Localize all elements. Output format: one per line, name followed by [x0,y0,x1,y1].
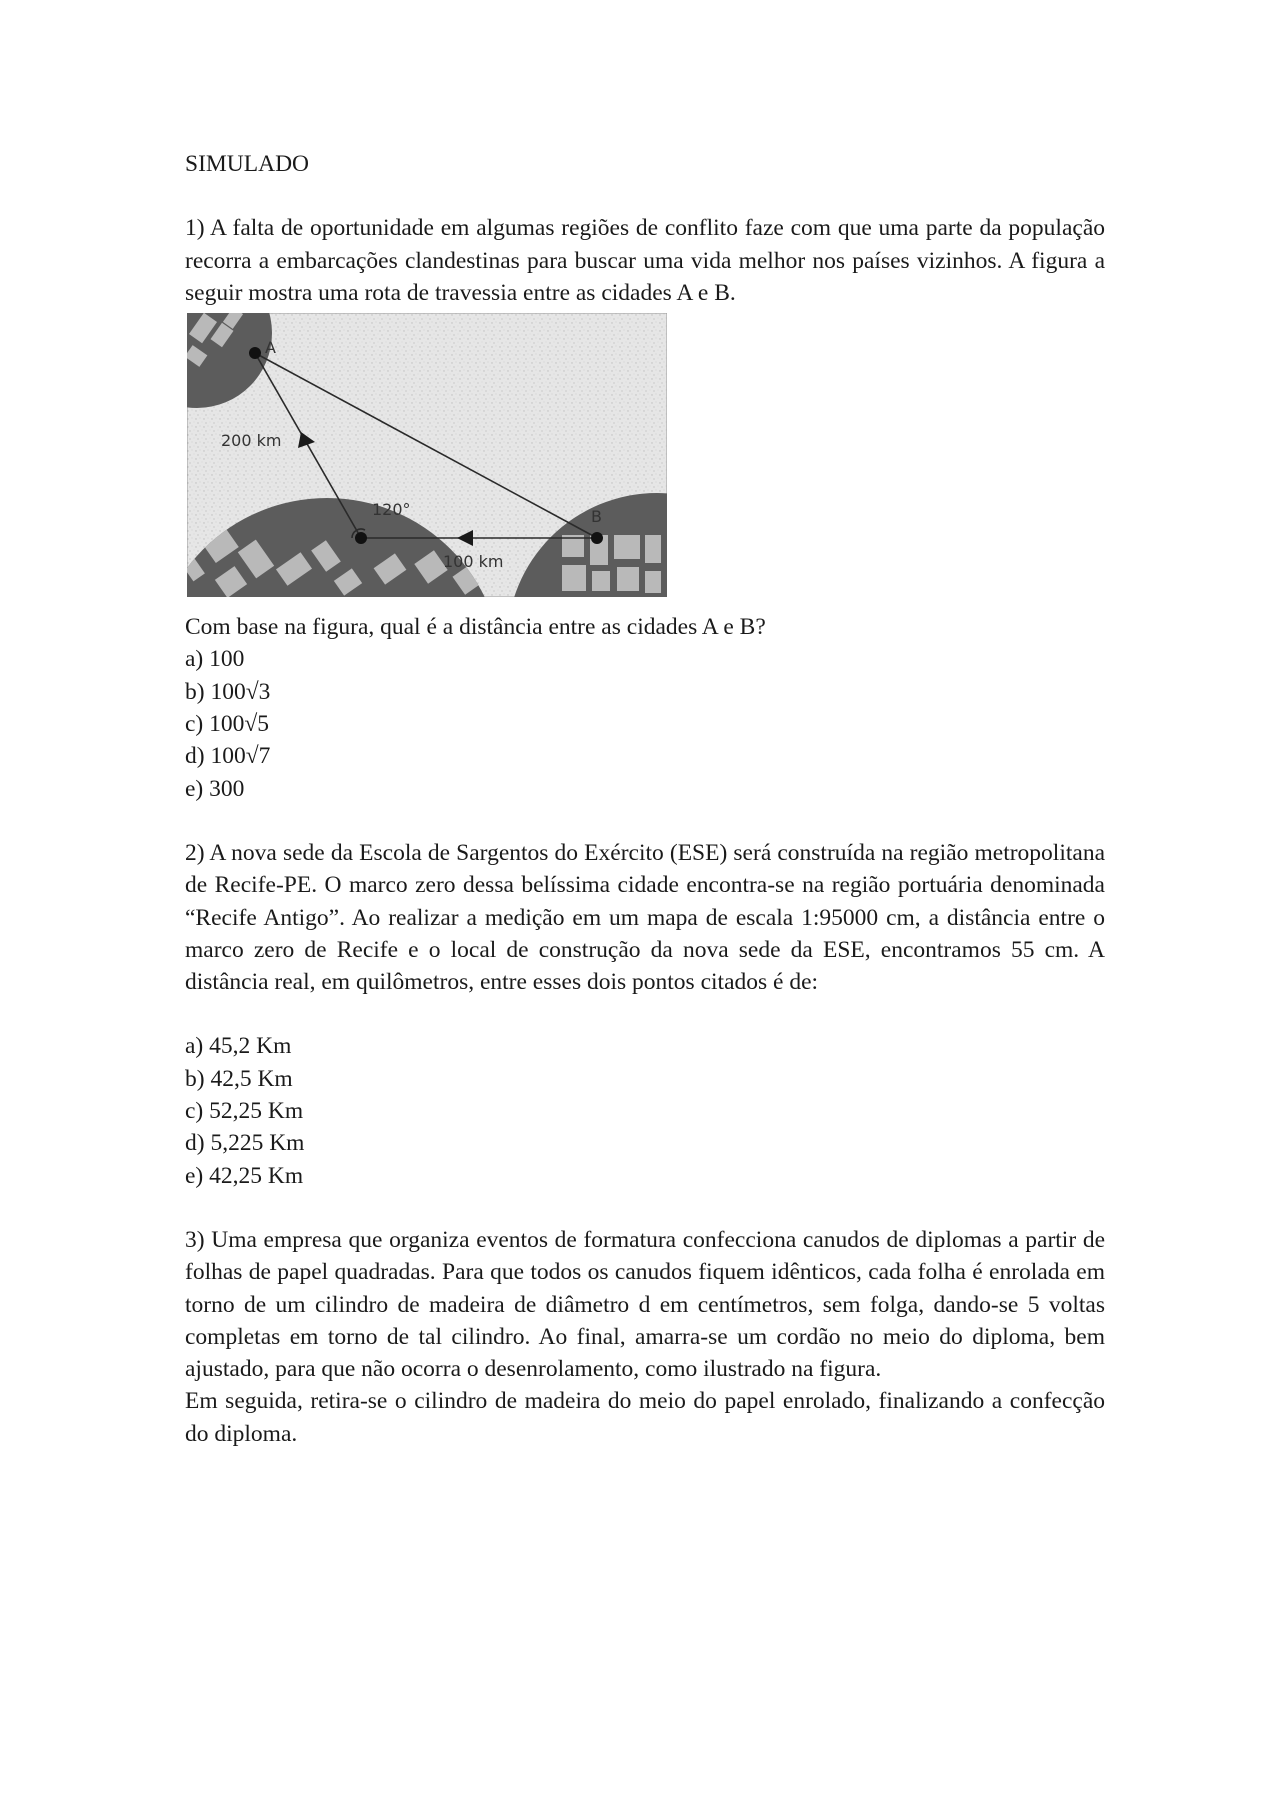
q2-options [185,1030,1105,1191]
point-c [355,532,367,544]
q1-option-a: a) 100 [185,646,245,673]
q1-option-c: c) 100√5 [185,711,270,738]
label-200-km: 200 km [221,431,282,451]
q1-option-e: e) 300 [185,775,245,802]
q1-options [185,643,1105,804]
q2-option-e: e) 42,25 Km [185,1162,304,1189]
q3-statement-continued: Em seguida, retira-se o cilindro de madeira do meio do papel enrolado, finalizando a confecção do diploma. [185,1388,1105,1447]
q1-option-b: b) 100√3 [185,678,271,705]
q2-option-b: b) 42,5 Km [185,1065,293,1092]
q1-statement: 1) A falta de oportunidade em algumas regiões de conflito faze com que uma parte da população recorra a embarcações clandestinas para buscar uma vida melhor nos países vizinhos. A figura a seguir mostra uma rota de travessia entre as cidades A e B. [185,215,1105,306]
q2-option-a: a) 45,2 Km [185,1033,292,1060]
label-a: A [265,338,276,358]
q2-option-d: d) 5,225 Km [185,1130,305,1157]
document-page [185,148,1105,1450]
point-b [591,532,603,544]
q3-statement: 3) Uma empresa que organiza eventos de formatura confecciona canudos de diplomas a partir de folhas de papel quadradas. Para que todos os canudos fiquem idênticos, cada folha é enrolada em torno de um cilindro de madeira de diâmetro d em centímetros, sem folga, dando-se 5 voltas completas em torno de tal cilindro. Ao final, amarra-se um cordão no meio do diploma, bem ajustado, para que não ocorra o desenrolamento, como ilustrado na figura. [185,1226,1105,1383]
label-120-deg: 120° [372,500,411,520]
route-figure [187,313,667,597]
q2-statement: 2) A nova sede da Escola de Sargentos do Exército (ESE) será construída na região metropolitana de Recife-PE. O marco zero dessa belíssima cidade encontra-se na região portuária denominada “Recife Antigo”. Ao realizar a medição em um mapa de escala 1:95000 cm, a distância entre o marco zero de Recife e o local de construção da nova sede da ESE, encontramos 55 cm. A distância real, em quilômetros, entre esses dois pontos citados é de: [185,839,1105,996]
q1-option-d: d) 100√7 [185,743,271,770]
route-map-svg [187,313,667,597]
q1-question: Com base na figura, qual é a distância entre as cidades A e B? [185,614,766,641]
point-a [249,347,261,359]
document-title: SIMULADO [185,151,310,177]
label-b: B [591,507,602,527]
label-100-km: 100 km [443,552,504,572]
q2-option-c: c) 52,25 Km [185,1098,304,1125]
